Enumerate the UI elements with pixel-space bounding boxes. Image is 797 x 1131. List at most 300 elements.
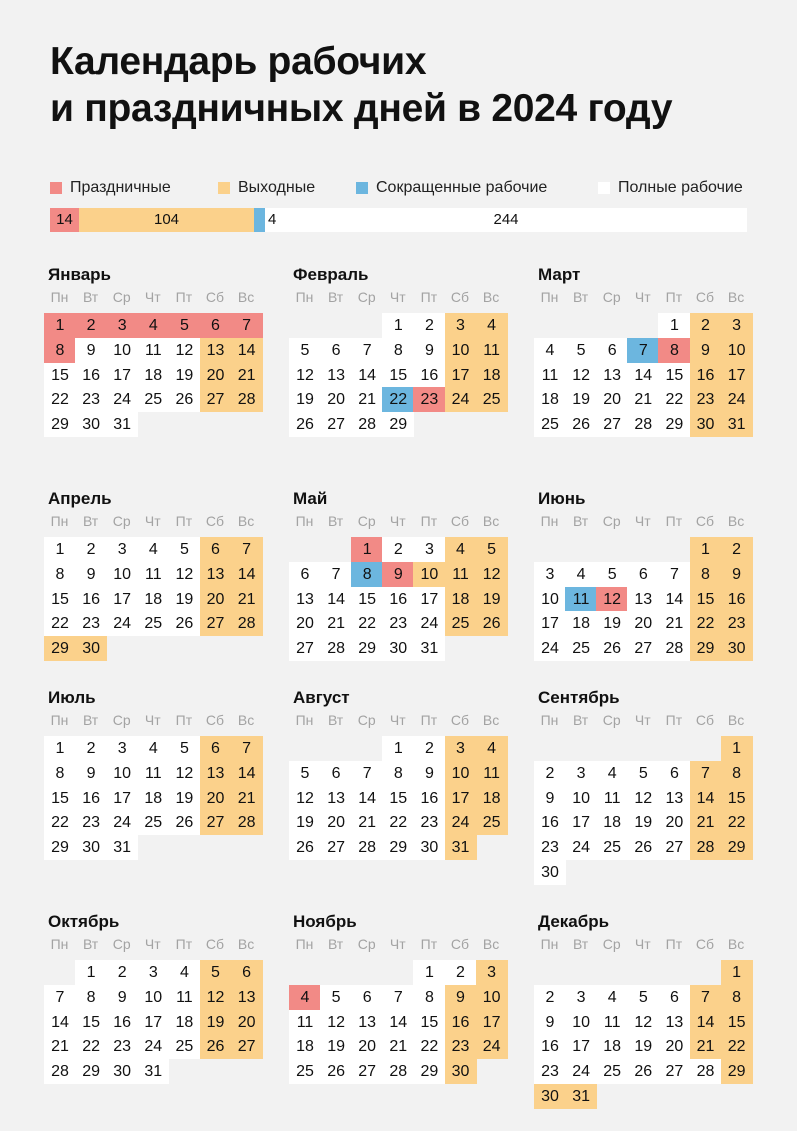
calendar-day: 30 bbox=[534, 1084, 566, 1109]
calendar-day: 30 bbox=[690, 412, 722, 437]
calendar-day: 20 bbox=[231, 1010, 263, 1035]
calendar-day: 4 bbox=[476, 736, 508, 761]
month-name: Ноябрь bbox=[293, 912, 357, 931]
calendar-day: 6 bbox=[200, 313, 232, 338]
calendar-day: 26 bbox=[289, 412, 321, 437]
calendar-day: 2 bbox=[534, 761, 566, 786]
calendar-day: 17 bbox=[565, 1034, 597, 1059]
weekday-label: Пн bbox=[50, 936, 69, 952]
calendar-day: 8 bbox=[382, 761, 414, 786]
calendar-day: 7 bbox=[44, 985, 76, 1010]
calendar-day: 19 bbox=[289, 387, 321, 412]
weekday-label: Сб bbox=[450, 936, 470, 952]
calendar-day: 5 bbox=[627, 761, 659, 786]
weekday-label: Вт bbox=[327, 289, 344, 305]
weekday-label: Пн bbox=[540, 712, 559, 728]
calendar-day: 6 bbox=[200, 537, 232, 562]
calendar-day: 9 bbox=[534, 1010, 566, 1035]
calendar-day: 22 bbox=[382, 810, 414, 835]
legend-holiday bbox=[50, 179, 171, 197]
weekday-label: Пн bbox=[540, 513, 559, 529]
calendar-day: 26 bbox=[289, 835, 321, 860]
short-swatch-icon bbox=[356, 182, 368, 194]
calendar-day: 5 bbox=[320, 985, 352, 1010]
calendar-day: 16 bbox=[690, 363, 722, 388]
weekday-label: Пн bbox=[50, 513, 69, 529]
calendar-day: 11 bbox=[476, 338, 508, 363]
summary-holiday: 14 bbox=[50, 208, 79, 232]
weekday-label: Вс bbox=[727, 289, 745, 305]
calendar-day: 8 bbox=[75, 985, 107, 1010]
calendar-day: 12 bbox=[476, 562, 508, 587]
calendar-day: 24 bbox=[476, 1034, 508, 1059]
calendar-day: 5 bbox=[168, 313, 200, 338]
calendar-day: 19 bbox=[627, 1034, 659, 1059]
weekday-label: Сб bbox=[450, 513, 470, 529]
calendar-day: 23 bbox=[721, 611, 753, 636]
calendar-day: 3 bbox=[106, 537, 138, 562]
calendar-day: 21 bbox=[44, 1034, 76, 1059]
summary-weekend: 104 bbox=[79, 208, 254, 232]
calendar-day: 13 bbox=[627, 587, 659, 612]
calendar-day: 6 bbox=[596, 338, 628, 363]
calendar-day: 11 bbox=[565, 587, 597, 612]
calendar-day: 20 bbox=[289, 611, 321, 636]
calendar-day: 26 bbox=[168, 810, 200, 835]
calendar-day: 3 bbox=[413, 537, 445, 562]
calendar-day: 18 bbox=[596, 810, 628, 835]
calendar-day: 26 bbox=[168, 611, 200, 636]
calendar-day: 31 bbox=[721, 412, 753, 437]
weekday-label: Сб bbox=[450, 712, 470, 728]
calendar-day: 18 bbox=[476, 363, 508, 388]
calendar-day: 13 bbox=[200, 562, 232, 587]
calendar-day: 16 bbox=[445, 1010, 477, 1035]
calendar-day: 13 bbox=[200, 761, 232, 786]
calendar-day: 15 bbox=[413, 1010, 445, 1035]
legend-weekend-label: Выходные bbox=[238, 179, 316, 196]
calendar-day: 11 bbox=[137, 761, 169, 786]
month-name: Сентябрь bbox=[538, 688, 620, 707]
calendar-day: 19 bbox=[289, 810, 321, 835]
calendar-day: 1 bbox=[44, 313, 76, 338]
weekday-label: Пн bbox=[50, 712, 69, 728]
calendar-day: 25 bbox=[445, 611, 477, 636]
calendar-day: 4 bbox=[445, 537, 477, 562]
calendar-day: 7 bbox=[690, 985, 722, 1010]
weekday-label: Вт bbox=[82, 513, 99, 529]
calendar-day: 26 bbox=[320, 1059, 352, 1084]
calendar-day: 16 bbox=[534, 1034, 566, 1059]
calendar-day: 28 bbox=[44, 1059, 76, 1084]
calendar-day: 30 bbox=[413, 835, 445, 860]
calendar-day: 18 bbox=[476, 786, 508, 811]
title-line-2: и праздничных дней в 2024 году bbox=[50, 87, 673, 130]
calendar-day: 19 bbox=[200, 1010, 232, 1035]
calendar-day: 17 bbox=[106, 786, 138, 811]
calendar-day: 16 bbox=[413, 363, 445, 388]
calendar-day: 5 bbox=[168, 736, 200, 761]
weekday-label: Вс bbox=[237, 513, 255, 529]
calendar-day: 18 bbox=[137, 587, 169, 612]
calendar-day: 27 bbox=[351, 1059, 383, 1084]
summary-short-bar bbox=[254, 208, 265, 232]
calendar-day: 15 bbox=[351, 587, 383, 612]
calendar-day: 20 bbox=[200, 587, 232, 612]
calendar-day: 27 bbox=[658, 1059, 690, 1084]
calendar-day: 15 bbox=[690, 587, 722, 612]
calendar-day: 4 bbox=[289, 985, 321, 1010]
weekday-label: Сб bbox=[205, 936, 225, 952]
calendar-day: 18 bbox=[596, 1034, 628, 1059]
calendar-day: 25 bbox=[289, 1059, 321, 1084]
month-block bbox=[289, 265, 506, 465]
weekday-label: Вт bbox=[327, 936, 344, 952]
legend-weekend bbox=[218, 179, 315, 197]
calendar-day: 15 bbox=[382, 786, 414, 811]
calendar-day: 28 bbox=[382, 1059, 414, 1084]
month-block bbox=[44, 912, 261, 1112]
weekday-label: Вт bbox=[82, 289, 99, 305]
weekday-label: Сб bbox=[205, 513, 225, 529]
calendar-day: 10 bbox=[106, 562, 138, 587]
calendar-day: 31 bbox=[445, 835, 477, 860]
calendar-day: 28 bbox=[627, 412, 659, 437]
calendar-day: 10 bbox=[565, 1010, 597, 1035]
calendar-day: 17 bbox=[445, 786, 477, 811]
calendar-day: 6 bbox=[289, 562, 321, 587]
calendar-day: 20 bbox=[658, 1034, 690, 1059]
summary-bar bbox=[50, 208, 747, 232]
calendar-day: 22 bbox=[690, 611, 722, 636]
calendar-day: 23 bbox=[445, 1034, 477, 1059]
calendar-day: 4 bbox=[137, 736, 169, 761]
calendar-day: 21 bbox=[231, 786, 263, 811]
calendar-day: 22 bbox=[382, 387, 414, 412]
calendar-day: 23 bbox=[534, 1059, 566, 1084]
calendar-day: 21 bbox=[351, 810, 383, 835]
calendar-day: 29 bbox=[413, 1059, 445, 1084]
calendar-day: 25 bbox=[565, 636, 597, 661]
calendar-day: 14 bbox=[351, 363, 383, 388]
calendar-day: 28 bbox=[231, 611, 263, 636]
calendar-day: 7 bbox=[320, 562, 352, 587]
calendar-day: 27 bbox=[200, 611, 232, 636]
month-name: Март bbox=[538, 265, 581, 284]
month-block bbox=[534, 912, 751, 1112]
calendar-day: 30 bbox=[106, 1059, 138, 1084]
calendar-day: 13 bbox=[200, 338, 232, 363]
weekday-label: Пт bbox=[175, 712, 193, 728]
calendar-day: 11 bbox=[476, 761, 508, 786]
calendar-day: 24 bbox=[721, 387, 753, 412]
calendar-day: 25 bbox=[534, 412, 566, 437]
calendar-day: 8 bbox=[413, 985, 445, 1010]
calendar-day: 3 bbox=[565, 761, 597, 786]
weekday-label: Пт bbox=[175, 513, 193, 529]
calendar-day: 8 bbox=[382, 338, 414, 363]
calendar-day: 26 bbox=[627, 1059, 659, 1084]
weekday-label: Ср bbox=[112, 712, 131, 728]
calendar-day: 10 bbox=[721, 338, 753, 363]
month-name: Декабрь bbox=[538, 912, 610, 931]
calendar-day: 26 bbox=[200, 1034, 232, 1059]
calendar-day: 25 bbox=[137, 611, 169, 636]
calendar-day: 14 bbox=[231, 338, 263, 363]
calendar-day: 30 bbox=[721, 636, 753, 661]
calendar-day: 6 bbox=[351, 985, 383, 1010]
month-name: Октябрь bbox=[48, 912, 120, 931]
weekday-label: Вс bbox=[237, 289, 255, 305]
weekday-label: Сб bbox=[695, 513, 715, 529]
calendar-day: 1 bbox=[721, 736, 753, 761]
calendar-day: 1 bbox=[44, 537, 76, 562]
weekday-label: Пт bbox=[420, 513, 438, 529]
calendar-day: 21 bbox=[231, 587, 263, 612]
calendar-day: 13 bbox=[231, 985, 263, 1010]
calendar-day: 30 bbox=[445, 1059, 477, 1084]
weekday-label: Чт bbox=[144, 936, 161, 952]
summary-full: 244 bbox=[493, 211, 519, 228]
calendar-day: 27 bbox=[596, 412, 628, 437]
calendar-day: 8 bbox=[690, 562, 722, 587]
calendar-day: 11 bbox=[596, 1010, 628, 1035]
calendar-day: 1 bbox=[382, 736, 414, 761]
month-block bbox=[289, 489, 506, 689]
weekday-label: Пн bbox=[50, 289, 69, 305]
calendar-day: 5 bbox=[289, 761, 321, 786]
calendar-day: 26 bbox=[565, 412, 597, 437]
weekday-label: Вт bbox=[572, 513, 589, 529]
calendar-day: 23 bbox=[382, 611, 414, 636]
calendar-day: 2 bbox=[106, 960, 138, 985]
calendar-day: 10 bbox=[137, 985, 169, 1010]
calendar-day: 7 bbox=[351, 338, 383, 363]
calendar-day: 16 bbox=[75, 363, 107, 388]
calendar-day: 2 bbox=[75, 736, 107, 761]
weekday-label: Вс bbox=[237, 712, 255, 728]
weekday-label: Вс bbox=[727, 712, 745, 728]
calendar-day: 18 bbox=[534, 387, 566, 412]
calendar-day: 29 bbox=[721, 1059, 753, 1084]
calendar-day: 30 bbox=[534, 860, 566, 885]
month-block bbox=[534, 688, 751, 888]
calendar-day: 17 bbox=[413, 587, 445, 612]
month-name: Август bbox=[293, 688, 350, 707]
calendar-day: 26 bbox=[476, 611, 508, 636]
calendar-day: 12 bbox=[289, 363, 321, 388]
calendar-day: 22 bbox=[413, 1034, 445, 1059]
calendar-day: 15 bbox=[44, 363, 76, 388]
calendar-day: 2 bbox=[534, 985, 566, 1010]
calendar-day: 11 bbox=[137, 562, 169, 587]
calendar-day: 24 bbox=[565, 1059, 597, 1084]
calendar-day: 31 bbox=[106, 412, 138, 437]
month-block bbox=[44, 265, 261, 465]
calendar-day: 18 bbox=[137, 363, 169, 388]
calendar-day: 14 bbox=[658, 587, 690, 612]
calendar-day: 20 bbox=[200, 786, 232, 811]
calendar-day: 7 bbox=[351, 761, 383, 786]
calendar-day: 20 bbox=[627, 611, 659, 636]
calendar-day: 28 bbox=[658, 636, 690, 661]
calendar-day: 17 bbox=[565, 810, 597, 835]
weekday-label: Чт bbox=[389, 712, 406, 728]
calendar-day: 16 bbox=[534, 810, 566, 835]
calendar-day: 28 bbox=[690, 835, 722, 860]
calendar-day: 28 bbox=[231, 810, 263, 835]
calendar-day: 10 bbox=[106, 761, 138, 786]
calendar-day: 30 bbox=[75, 412, 107, 437]
calendar-day: 20 bbox=[596, 387, 628, 412]
weekday-label: Вс bbox=[237, 936, 255, 952]
calendar-day: 19 bbox=[168, 363, 200, 388]
calendar-day: 12 bbox=[627, 1010, 659, 1035]
calendar-day: 15 bbox=[44, 587, 76, 612]
month-block bbox=[534, 265, 751, 465]
calendar-day: 6 bbox=[231, 960, 263, 985]
calendar-day: 23 bbox=[413, 387, 445, 412]
full-swatch-icon bbox=[598, 182, 610, 194]
calendar-day: 25 bbox=[168, 1034, 200, 1059]
weekday-label: Чт bbox=[389, 513, 406, 529]
weekday-label: Вс bbox=[482, 712, 500, 728]
weekday-label: Пт bbox=[175, 289, 193, 305]
calendar-day: 18 bbox=[168, 1010, 200, 1035]
weekday-label: Ср bbox=[602, 936, 621, 952]
calendar-day: 22 bbox=[658, 387, 690, 412]
weekday-label: Ср bbox=[602, 289, 621, 305]
legend-short bbox=[356, 179, 547, 197]
calendar-day: 15 bbox=[721, 1010, 753, 1035]
legend-full-label: Полные рабочие bbox=[618, 179, 743, 196]
calendar-day: 2 bbox=[75, 313, 107, 338]
weekday-label: Вс bbox=[727, 936, 745, 952]
calendar-day: 1 bbox=[351, 537, 383, 562]
calendar-day: 10 bbox=[106, 338, 138, 363]
weekday-label: Ср bbox=[602, 712, 621, 728]
calendar-day: 22 bbox=[44, 810, 76, 835]
calendar-day: 6 bbox=[658, 761, 690, 786]
calendar-day: 2 bbox=[413, 736, 445, 761]
calendar-day: 7 bbox=[627, 338, 659, 363]
calendar-day: 23 bbox=[75, 387, 107, 412]
calendar-day: 9 bbox=[382, 562, 414, 587]
calendar-day: 24 bbox=[565, 835, 597, 860]
calendar-day: 16 bbox=[721, 587, 753, 612]
legend-holiday-label: Праздничные bbox=[70, 179, 171, 196]
calendar-day: 27 bbox=[200, 810, 232, 835]
calendar-day: 4 bbox=[476, 313, 508, 338]
weekday-label: Чт bbox=[634, 712, 651, 728]
calendar-day: 27 bbox=[200, 387, 232, 412]
calendar-day: 28 bbox=[690, 1059, 722, 1084]
calendar-day: 12 bbox=[289, 786, 321, 811]
calendar-day: 9 bbox=[413, 761, 445, 786]
weekday-label: Пн bbox=[540, 289, 559, 305]
calendar-day: 11 bbox=[534, 363, 566, 388]
weekday-label: Пт bbox=[420, 936, 438, 952]
month-block bbox=[44, 489, 261, 689]
calendar-day: 4 bbox=[534, 338, 566, 363]
weekday-label: Ср bbox=[602, 513, 621, 529]
calendar-day: 3 bbox=[534, 562, 566, 587]
calendar-day: 13 bbox=[351, 1010, 383, 1035]
calendar-day: 14 bbox=[382, 1010, 414, 1035]
weekday-label: Ср bbox=[112, 289, 131, 305]
month-name: Июль bbox=[48, 688, 96, 707]
calendar-day: 23 bbox=[75, 810, 107, 835]
calendar-day: 21 bbox=[382, 1034, 414, 1059]
calendar-day: 22 bbox=[351, 611, 383, 636]
calendar-day: 15 bbox=[721, 786, 753, 811]
calendar-day: 26 bbox=[168, 387, 200, 412]
weekday-label: Ср bbox=[112, 936, 131, 952]
calendar-day: 31 bbox=[106, 835, 138, 860]
calendar-day: 21 bbox=[231, 363, 263, 388]
weekday-label: Пт bbox=[420, 289, 438, 305]
calendar-day: 25 bbox=[137, 810, 169, 835]
calendar-day: 9 bbox=[413, 338, 445, 363]
calendar-day: 12 bbox=[168, 562, 200, 587]
calendar-day: 1 bbox=[75, 960, 107, 985]
calendar-day: 28 bbox=[351, 412, 383, 437]
weekday-label: Пн bbox=[295, 513, 314, 529]
calendar-day: 10 bbox=[413, 562, 445, 587]
calendar-day: 18 bbox=[137, 786, 169, 811]
calendar-day: 22 bbox=[721, 1034, 753, 1059]
calendar-day: 12 bbox=[627, 786, 659, 811]
weekday-label: Вт bbox=[82, 712, 99, 728]
calendar-day: 26 bbox=[596, 636, 628, 661]
weekday-label: Вс bbox=[482, 513, 500, 529]
calendar-day: 10 bbox=[534, 587, 566, 612]
weekday-label: Чт bbox=[144, 712, 161, 728]
weekday-label: Вт bbox=[572, 289, 589, 305]
weekday-label: Вт bbox=[327, 712, 344, 728]
calendar-day: 14 bbox=[231, 562, 263, 587]
calendar-day: 6 bbox=[320, 338, 352, 363]
calendar-day: 10 bbox=[565, 786, 597, 811]
calendar-day: 21 bbox=[320, 611, 352, 636]
calendar-day: 3 bbox=[137, 960, 169, 985]
calendar-day: 8 bbox=[44, 338, 76, 363]
weekday-label: Ср bbox=[357, 936, 376, 952]
calendar-day: 14 bbox=[690, 786, 722, 811]
calendar-day: 29 bbox=[75, 1059, 107, 1084]
calendar-day: 13 bbox=[320, 363, 352, 388]
calendar-day: 29 bbox=[44, 636, 76, 661]
calendar-day: 15 bbox=[658, 363, 690, 388]
calendar-day: 14 bbox=[320, 587, 352, 612]
calendar-day: 27 bbox=[231, 1034, 263, 1059]
calendar-day: 16 bbox=[75, 587, 107, 612]
weekday-label: Сб bbox=[695, 712, 715, 728]
calendar-day: 17 bbox=[106, 587, 138, 612]
weekday-label: Чт bbox=[634, 936, 651, 952]
calendar-day: 24 bbox=[106, 810, 138, 835]
calendar-day: 17 bbox=[721, 363, 753, 388]
weekday-label: Сб bbox=[205, 712, 225, 728]
weekday-label: Чт bbox=[144, 513, 161, 529]
calendar-day: 23 bbox=[413, 810, 445, 835]
legend-short-label: Сокращенные рабочие bbox=[376, 179, 548, 196]
weekday-label: Вс bbox=[482, 936, 500, 952]
calendar-day: 29 bbox=[721, 835, 753, 860]
weekday-label: Чт bbox=[389, 289, 406, 305]
weekday-label: Ср bbox=[357, 289, 376, 305]
calendar-day: 14 bbox=[627, 363, 659, 388]
